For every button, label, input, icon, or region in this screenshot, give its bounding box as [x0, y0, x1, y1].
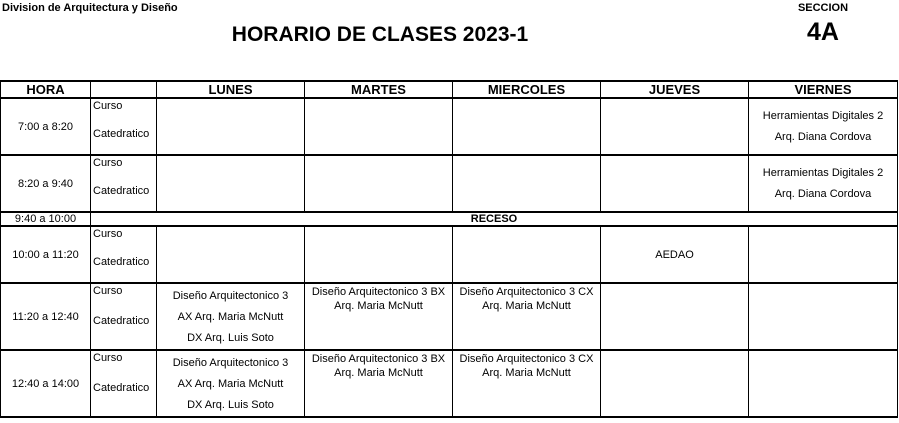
- label-cell: [91, 283, 157, 350]
- cell-lunes: [157, 98, 305, 155]
- cell-jueves: [601, 350, 749, 417]
- cell-viernes: [749, 226, 898, 283]
- course-name: Diseño Arquitectonico 3 BX: [311, 353, 446, 365]
- table-row: [1, 350, 898, 417]
- cell-martes: [305, 283, 453, 350]
- table-row: [1, 98, 898, 155]
- col-header-martes: MARTES: [305, 81, 453, 98]
- instructor-name: Arq. Maria McNutt: [482, 300, 571, 312]
- instructor-name: Arq. Maria McNutt: [334, 300, 423, 312]
- instructor-name: Arq. Maria McNutt: [334, 367, 423, 379]
- hora-cell: 12:40 a 14:00: [1, 350, 91, 417]
- schedule-table: [0, 80, 898, 418]
- catedratico-label: Catedratico: [93, 185, 150, 197]
- page-title: HORARIO DE CLASES 2023-1: [231, 23, 529, 46]
- instructor-name: Arq. Diana Cordova: [774, 188, 872, 200]
- curso-label: Curso: [93, 285, 123, 297]
- cell-lunes: [157, 226, 305, 283]
- instructor-name: DX Arq. Luis Soto: [187, 331, 274, 344]
- cell-jueves: [601, 226, 749, 283]
- label-cell: [91, 226, 157, 283]
- catedratico-label: Catedratico: [93, 315, 150, 327]
- cell-lunes: [157, 155, 305, 212]
- cell-lunes: [157, 350, 305, 417]
- table-row: [1, 226, 898, 283]
- label-cell: [91, 98, 157, 155]
- cell-miercoles: [453, 226, 601, 283]
- cell-miercoles: [453, 283, 601, 350]
- cell-jueves: [601, 155, 749, 212]
- curso-label: Curso: [93, 228, 123, 240]
- cell-jueves: [601, 283, 749, 350]
- break-row: [1, 212, 898, 226]
- cell-martes: [305, 155, 453, 212]
- label-cell: [91, 155, 157, 212]
- division-name: Division de Arquitectura y Diseño: [2, 2, 178, 14]
- col-header-label: [91, 81, 157, 98]
- col-header-jueves: JUEVES: [601, 81, 749, 98]
- hora-cell: 7:00 a 8:20: [1, 98, 91, 155]
- cell-viernes: [749, 350, 898, 417]
- receso-label: RECESO: [91, 212, 898, 226]
- instructor-name: DX Arq. Luis Soto: [187, 398, 274, 411]
- col-header-miercoles: MIERCOLES: [453, 81, 601, 98]
- course-name: Diseño Arquitectonico 3 BX: [311, 286, 446, 298]
- hora-cell: 8:20 a 9:40: [1, 155, 91, 212]
- course-name: Herramientas Digitales 2: [762, 110, 884, 122]
- instructor-name: AX Arq. Maria McNutt: [177, 310, 284, 323]
- col-header-lunes: LUNES: [157, 81, 305, 98]
- seccion-label: SECCION: [797, 2, 849, 14]
- course-name: Diseño Arquitectonico 3 CX: [459, 286, 594, 298]
- hora-cell: 11:20 a 12:40: [1, 283, 91, 350]
- instructor-name: Arq. Diana Cordova: [774, 131, 872, 143]
- catedratico-label: Catedratico: [93, 128, 150, 140]
- cell-martes: [305, 226, 453, 283]
- cell-miercoles: [453, 350, 601, 417]
- course-name: Herramientas Digitales 2: [762, 167, 884, 179]
- seccion-value: 4A: [807, 18, 839, 46]
- header-row: [1, 81, 898, 98]
- course-name: Diseño Arquitectonico 3: [172, 289, 289, 302]
- cell-martes: [305, 98, 453, 155]
- cell-martes: [305, 350, 453, 417]
- cell-miercoles: [453, 155, 601, 212]
- cell-viernes: [749, 283, 898, 350]
- cell-viernes: [749, 155, 898, 212]
- course-name: AEDAO: [655, 248, 694, 261]
- col-header-viernes: VIERNES: [749, 81, 898, 98]
- cell-jueves: [601, 98, 749, 155]
- instructor-name: AX Arq. Maria McNutt: [177, 377, 284, 390]
- curso-label: Curso: [93, 100, 123, 112]
- curso-label: Curso: [93, 157, 123, 169]
- col-header-hora: HORA: [1, 81, 91, 98]
- instructor-name: Arq. Maria McNutt: [482, 367, 571, 379]
- cell-miercoles: [453, 98, 601, 155]
- table-row: [1, 155, 898, 212]
- curso-label: Curso: [93, 352, 123, 364]
- hora-cell: 10:00 a 11:20: [1, 226, 91, 283]
- course-name: Diseño Arquitectonico 3: [172, 356, 289, 369]
- catedratico-label: Catedratico: [93, 256, 150, 268]
- catedratico-label: Catedratico: [93, 382, 150, 394]
- break-hora-cell: 9:40 a 10:00: [1, 212, 91, 226]
- label-cell: [91, 350, 157, 417]
- cell-viernes: [749, 98, 898, 155]
- course-name: Diseño Arquitectonico 3 CX: [459, 353, 594, 365]
- cell-lunes: [157, 283, 305, 350]
- table-row: [1, 283, 898, 350]
